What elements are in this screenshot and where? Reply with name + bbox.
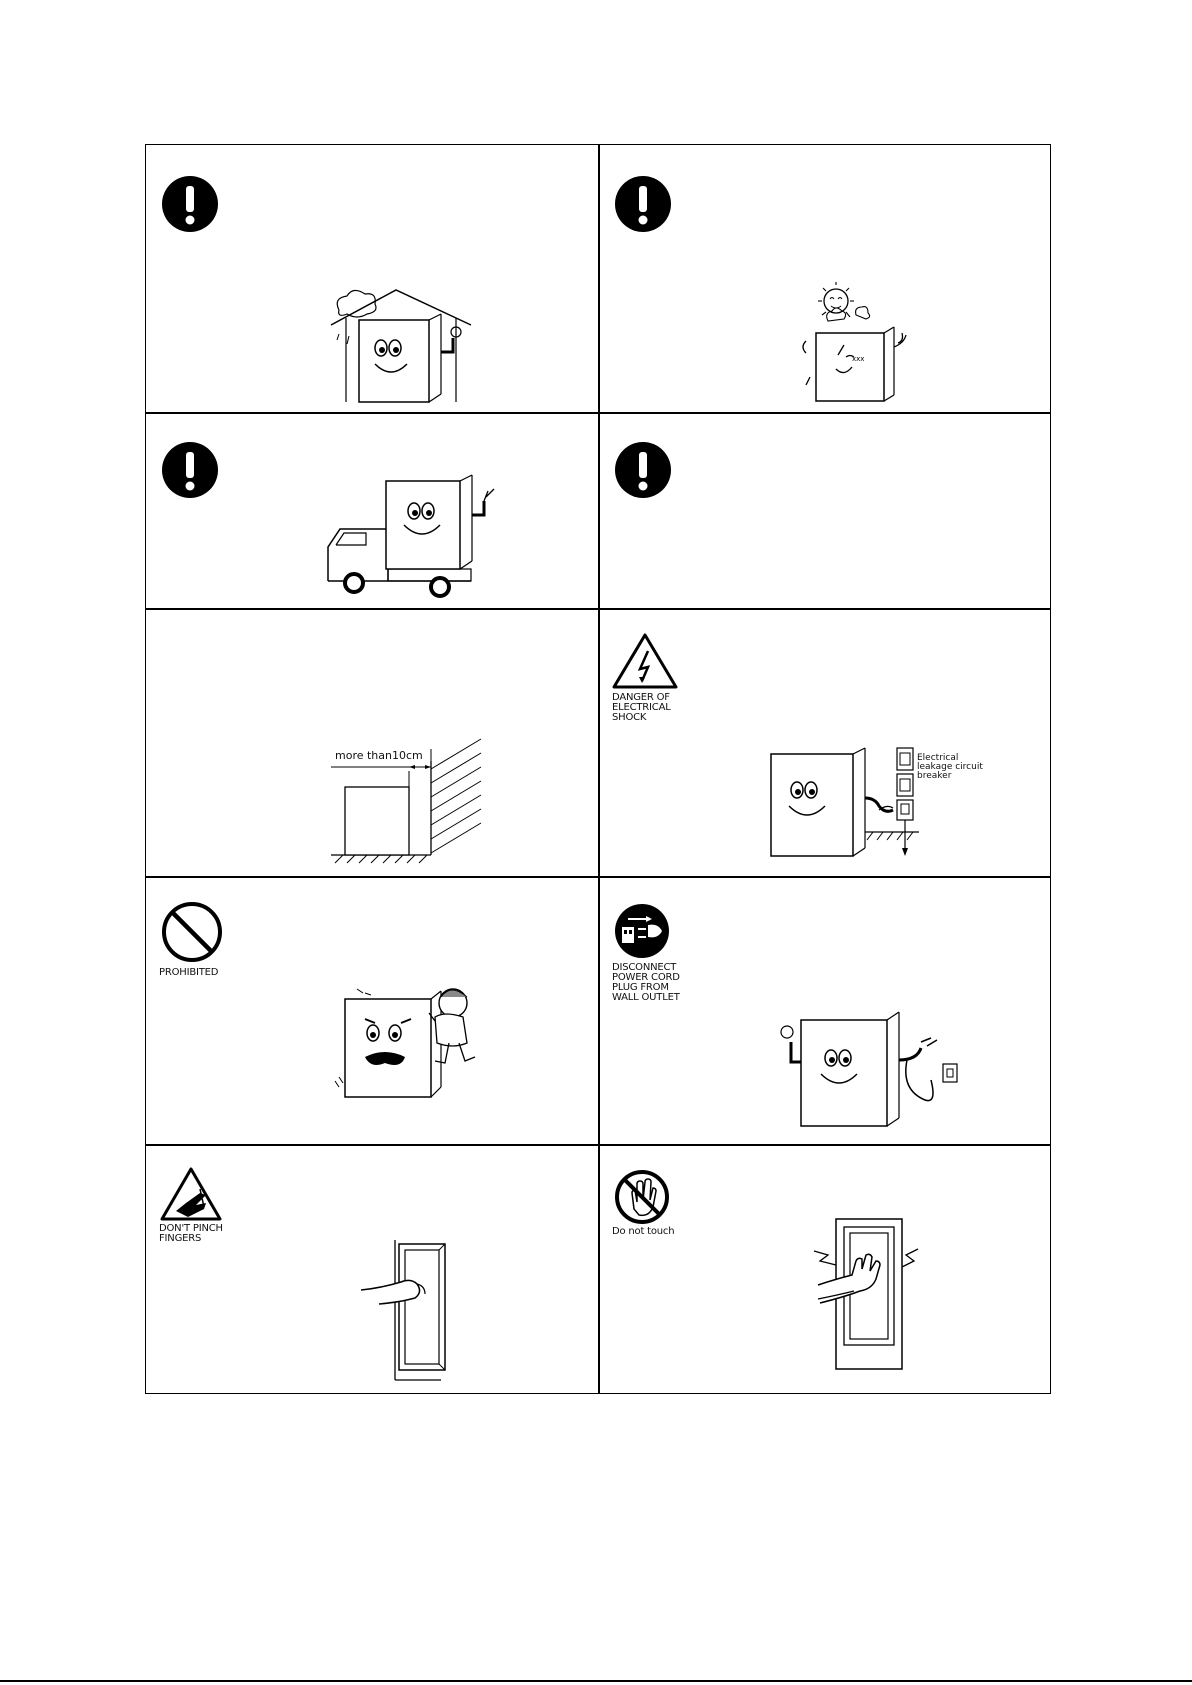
pinch-warning-icon: [160, 1167, 222, 1221]
unplug-icon: [614, 903, 670, 959]
mandatory-icon: [614, 441, 672, 499]
prohibited-icon: [161, 901, 223, 963]
mandatory-icon: [161, 441, 219, 499]
cell-disconnect-plug: [599, 877, 1052, 1144]
do-not-touch-caption: Do not touch: [612, 1226, 675, 1237]
svg-text:xxx: xxx: [852, 355, 865, 363]
electric-shock-warning-icon: [612, 633, 678, 689]
wall-clearance-diagram: [331, 749, 491, 869]
indoor-appliance-illustration: [331, 290, 481, 408]
cell-do-not-touch: [599, 1145, 1052, 1395]
unplugging-appliance-illustration: [769, 1002, 969, 1134]
clearance-label: more than10cm: [335, 749, 423, 762]
child-climbing-illustration: [331, 977, 481, 1101]
cell-electrical-shock: [599, 609, 1052, 876]
safety-instructions-table: [145, 144, 1051, 1394]
truck-transport-illustration: [326, 473, 506, 605]
cell-no-climbing: [146, 877, 598, 1144]
cell-transport: [146, 413, 598, 608]
electric-shock-caption: DANGER OF ELECTRICAL SHOCK: [612, 692, 671, 723]
sunlight-appliance-illustration: [794, 285, 914, 407]
prohibited-caption: PROHIBITED: [159, 967, 219, 978]
pinch-caption: DON'T PINCH FINGERS: [159, 1223, 223, 1244]
door-hinge-hand-illustration: [381, 1240, 471, 1380]
disconnect-caption: DISCONNECT POWER CORD PLUG FROM WALL OUTLET: [612, 962, 680, 1003]
mandatory-icon: [614, 175, 672, 233]
page-bottom-rule: [0, 1680, 1192, 1682]
hot-glass-hand-illustration: [814, 1215, 924, 1375]
breaker-label: Electrical leakage circuit breaker: [917, 753, 983, 781]
cell-avoid-sunlight: [599, 145, 1052, 412]
cell-mandatory-note: [599, 413, 1052, 608]
cell-indoor-install: [146, 145, 598, 412]
cell-pinch-fingers: [146, 1145, 598, 1395]
do-not-touch-icon: [614, 1169, 670, 1225]
mandatory-icon: [161, 175, 219, 233]
cell-wall-clearance: [146, 609, 598, 876]
